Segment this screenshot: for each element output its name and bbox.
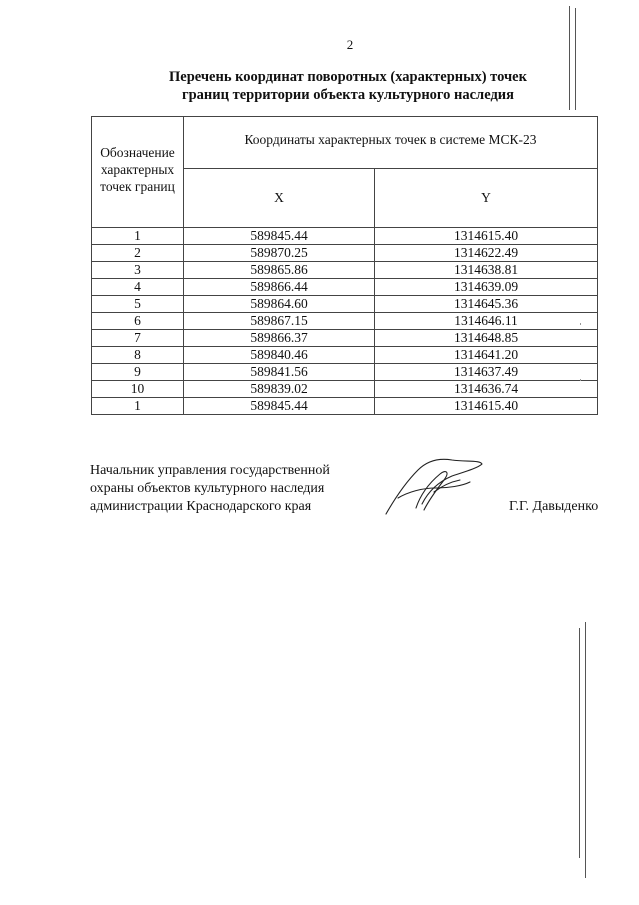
signature-stroke-1 (386, 459, 482, 514)
scan-edge-line (569, 6, 570, 110)
table-row (92, 296, 598, 313)
y-coordinate-cell: 1314641.20 (375, 347, 598, 364)
title-line-2: границ территории объекта культурного наследия (182, 87, 514, 103)
table-row (92, 262, 598, 279)
x-coordinate-cell: 589865.86 (184, 262, 375, 279)
point-number-cell: 2 (92, 245, 184, 262)
scan-edge-line (585, 622, 586, 878)
point-number-cell: 10 (92, 381, 184, 398)
signer-position-line-2: охраны объектов культурного наследия (90, 481, 325, 496)
signer-name: Г.Г. Давыденко (509, 499, 599, 514)
y-coordinate-cell: 1314638.81 (375, 262, 598, 279)
signer-position-line-1: Начальник управления государственной (90, 463, 330, 478)
table-row (92, 364, 598, 381)
y-coordinate-cell: 1314637.49 (375, 364, 598, 381)
y-coordinate-cell: 1314615.40 (375, 228, 598, 245)
y-coordinate-cell: 1314639.09 (375, 279, 598, 296)
table-row (92, 279, 598, 296)
point-number-cell: 5 (92, 296, 184, 313)
coordinate-system-header (184, 117, 598, 169)
scan-speck (580, 379, 581, 381)
point-number-cell: 7 (92, 330, 184, 347)
y-coordinate-cell: 1314648.85 (375, 330, 598, 347)
signer-position (90, 462, 330, 516)
point-number-cell: 1 (92, 398, 184, 415)
y-coordinate-cell: 1314645.36 (375, 296, 598, 313)
page-number: 2 (346, 37, 354, 52)
coordinates-table (91, 116, 598, 415)
x-coordinate-cell: 589845.44 (184, 398, 375, 415)
table-row (92, 347, 598, 364)
point-number-cell: 8 (92, 347, 184, 364)
x-coordinate-cell: 589870.25 (184, 245, 375, 262)
y-coordinate-cell: 1314636.74 (375, 381, 598, 398)
scan-speck (580, 323, 581, 325)
table-row (92, 381, 598, 398)
point-label-line-1: Обозначение (100, 145, 175, 160)
signer-position-line-3: администрации Краснодарского края (90, 499, 312, 514)
point-number-cell: 4 (92, 279, 184, 296)
x-coordinate-cell: 589864.60 (184, 296, 375, 313)
table-row (92, 228, 598, 245)
x-coordinate-cell: 589867.15 (184, 313, 375, 330)
y-coordinate-cell: 1314622.49 (375, 245, 598, 262)
point-number-cell: 3 (92, 262, 184, 279)
point-number-cell: 6 (92, 313, 184, 330)
title-line-1: Перечень координат поворотных (характерных) точек (169, 69, 527, 85)
table-row (92, 245, 598, 262)
handwritten-signature (378, 452, 488, 522)
y-coordinate-cell: 1314615.40 (375, 398, 598, 415)
y-column-header: Y (375, 169, 598, 228)
point-label-line-3: точек границ (100, 179, 175, 194)
table-row (92, 330, 598, 347)
point-label-line-2: характерных (100, 162, 175, 177)
x-coordinate-cell: 589840.46 (184, 347, 375, 364)
point-number-cell: 1 (92, 228, 184, 245)
x-coordinate-cell: 589866.44 (184, 279, 375, 296)
coordinate-system-label: Координаты характерных точек в системе МСК-23 (244, 131, 537, 147)
table-row (92, 313, 598, 330)
point-label-header (92, 117, 184, 228)
y-coordinate-cell: 1314646.11 (375, 313, 598, 330)
signature-stroke-2 (398, 482, 470, 498)
x-column-header: X (184, 169, 375, 228)
x-coordinate-cell: 589845.44 (184, 228, 375, 245)
scan-edge-line (579, 628, 580, 858)
point-number-cell: 9 (92, 364, 184, 381)
scan-edge-line (575, 8, 576, 110)
document-title (98, 68, 598, 104)
table-row (92, 398, 598, 415)
x-coordinate-cell: 589839.02 (184, 381, 375, 398)
x-coordinate-cell: 589841.56 (184, 364, 375, 381)
x-coordinate-cell: 589866.37 (184, 330, 375, 347)
